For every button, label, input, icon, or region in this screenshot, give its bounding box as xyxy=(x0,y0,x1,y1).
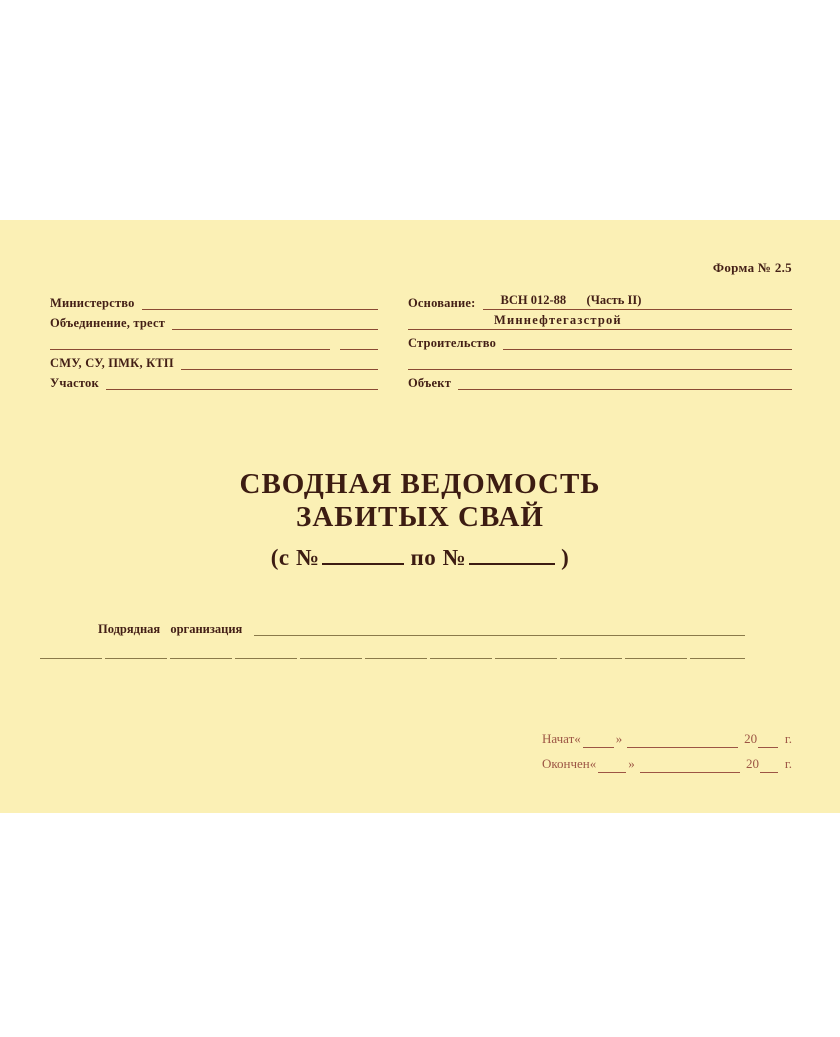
header-fields xyxy=(50,292,792,392)
basis-label: Основание: xyxy=(408,296,476,310)
document-title-line1: СВОДНАЯ ВЕДОМОСТЬ xyxy=(239,468,601,500)
construction-continuation-blank-line xyxy=(408,355,792,370)
basis-org-blank-line xyxy=(408,315,792,330)
open-quote: « xyxy=(574,731,581,746)
pile-number-range xyxy=(0,545,840,571)
basis-doc-value: ВСН 012-88 xyxy=(500,293,567,307)
contractor-label: Подрядная организация xyxy=(98,622,243,636)
form-number: Форма № 2.5 xyxy=(712,260,792,275)
started-year-suffix: г. xyxy=(784,731,792,746)
open-quote: « xyxy=(589,756,597,771)
range-from-blank xyxy=(322,560,404,565)
contractor-row xyxy=(98,618,745,638)
construction-label: Строительство xyxy=(408,336,497,350)
range-to-blank xyxy=(469,560,555,565)
finished-month-blank xyxy=(640,759,740,773)
line-gap xyxy=(330,336,340,350)
basis-row xyxy=(408,292,792,312)
started-month-blank xyxy=(627,734,738,748)
construction-blank-line xyxy=(503,335,792,350)
contractor-blank-line xyxy=(254,621,745,636)
object-blank-line xyxy=(458,375,792,390)
started-century: 20 xyxy=(744,731,758,746)
association-continuation-row xyxy=(50,332,378,352)
started-label: Начат xyxy=(542,731,575,746)
close-quote: » xyxy=(615,731,623,746)
ministry-row xyxy=(50,292,378,312)
smu-row xyxy=(50,352,378,372)
finished-row xyxy=(542,748,792,773)
header-right-column xyxy=(408,292,792,392)
range-middle: по № xyxy=(410,545,467,570)
range-suffix: ) xyxy=(561,545,570,570)
basis-org-row xyxy=(408,312,792,332)
site-blank-line xyxy=(106,375,378,390)
site-label: Участок xyxy=(50,376,99,390)
close-quote: » xyxy=(628,756,635,771)
title-block xyxy=(0,468,840,571)
contractor-blank-line-2 xyxy=(40,658,745,659)
form-sheet xyxy=(0,220,840,813)
header-left-column xyxy=(50,292,378,392)
started-row xyxy=(542,723,792,748)
smu-label: СМУ, СУ, ПМК, КТП xyxy=(50,356,174,370)
range-prefix: (с № xyxy=(270,545,320,570)
continuation-blank-line xyxy=(50,335,330,350)
finished-day-blank xyxy=(598,759,626,773)
finished-century: 20 xyxy=(746,756,760,771)
started-day-blank xyxy=(583,734,614,748)
object-row xyxy=(408,372,792,392)
finished-label: Окончен xyxy=(541,756,590,771)
construction-continuation-row xyxy=(408,352,792,372)
document-title-line2: ЗАБИТЫХ СВАЙ xyxy=(296,501,544,533)
started-year-blank xyxy=(758,734,778,748)
basis-part-value: (Часть II) xyxy=(586,293,642,307)
smu-blank-line xyxy=(181,355,378,370)
object-label: Объект xyxy=(408,376,452,390)
construction-row xyxy=(408,332,792,352)
basis-blank-line xyxy=(483,295,792,310)
finished-year-suffix: г. xyxy=(784,756,792,771)
association-label: Объединение, трест xyxy=(50,316,166,330)
ministry-blank-line xyxy=(142,295,378,310)
ministry-label: Министерство xyxy=(50,296,135,310)
finished-year-blank xyxy=(760,759,778,773)
dates-block xyxy=(542,723,792,773)
site-row xyxy=(50,372,378,392)
association-blank-line xyxy=(172,315,378,330)
basis-org-value: Миннефтегазстрой xyxy=(494,313,622,327)
continuation-blank-line-short xyxy=(340,335,378,350)
association-row xyxy=(50,312,378,332)
